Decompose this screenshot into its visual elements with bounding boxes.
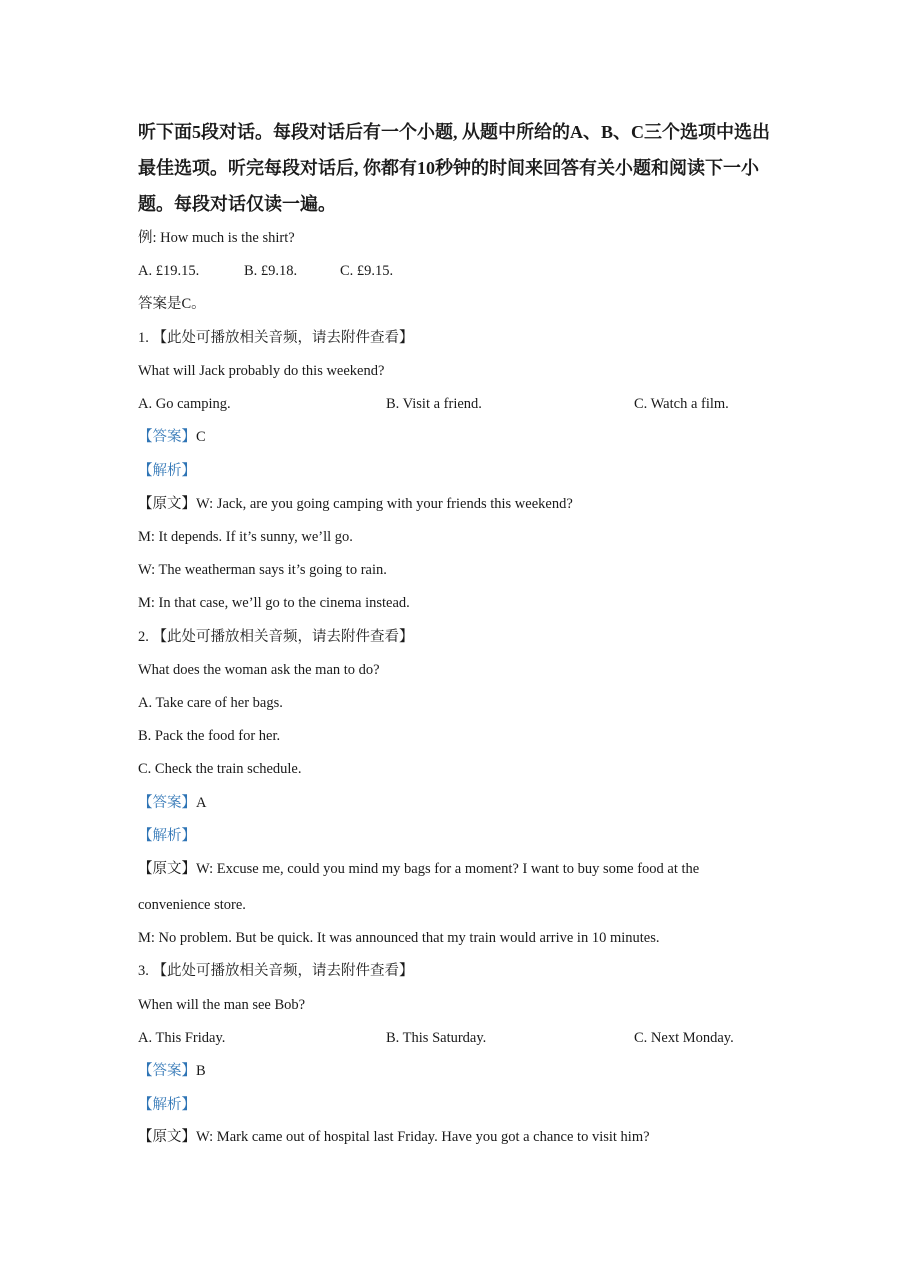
q3-option-a: A. This Friday. xyxy=(138,1030,226,1046)
q1-option-b: B. Visit a friend. xyxy=(386,396,482,412)
answer-label: 【答案】 xyxy=(138,429,196,445)
q2-answer xyxy=(138,793,206,813)
q2-option-b: B. Pack the food for her. xyxy=(138,728,281,744)
q1-option-c: C. Watch a film. xyxy=(634,396,729,412)
q3-option-c: C. Next Monday. xyxy=(634,1030,734,1046)
q1-option-a: A. Go camping. xyxy=(138,396,231,412)
q3-option-b: B. This Saturday. xyxy=(386,1030,487,1046)
q1-transcript-line xyxy=(138,494,573,514)
original-label: 【原文】 xyxy=(138,861,196,877)
q1-heading: 1. 【此处可播放相关音频，请去附件查看】 xyxy=(138,330,414,346)
q1-transcript-line: M: It depends. If it’s sunny, we’ll go. xyxy=(138,529,353,545)
q1-transcript-line: W: The weatherman says it’s going to rain. xyxy=(138,562,387,578)
q2-option-a: A. Take care of her bags. xyxy=(138,695,283,711)
example-answer: 答案是C。 xyxy=(138,296,206,312)
q2-analysis-label: 【解析】 xyxy=(138,828,196,844)
q1-question: What will Jack probably do this weekend? xyxy=(138,363,385,379)
q1-analysis-label: 【解析】 xyxy=(138,463,196,479)
q2-question: What does the woman ask the man to do? xyxy=(138,662,380,678)
q2-answer-value: A xyxy=(196,795,207,811)
q1-answer xyxy=(138,427,206,447)
q3-answer-value: B xyxy=(196,1063,206,1079)
example-option-c: C. £9.15. xyxy=(340,263,394,279)
example-option-b: B. £9.18. xyxy=(244,263,298,279)
q2-option-c: C. Check the train schedule. xyxy=(138,761,302,777)
answer-label: 【答案】 xyxy=(138,795,196,811)
q1-transcript-text: W: Jack, are you going camping with your friends this weekend? xyxy=(196,496,573,512)
q2-transcript-line xyxy=(138,859,699,879)
q2-heading: 2. 【此处可播放相关音频，请去附件查看】 xyxy=(138,629,414,645)
answer-label: 【答案】 xyxy=(138,1063,196,1079)
original-label: 【原文】 xyxy=(138,1129,196,1145)
q3-transcript-text: W: Mark came out of hospital last Friday. Have you got a chance to visit him? xyxy=(196,1129,650,1145)
section-instruction: 听下面5段对话。每段对话后有一个小题, 从题中所给的A、B、C三个选项中选出最佳选项。听完每段对话后, 你都有10秒钟的时间来回答有关小题和阅读下一小题。每段对话仅读一遍。 xyxy=(138,122,771,214)
example-question: 例: How much is the shirt? xyxy=(138,230,295,246)
q3-analysis-label: 【解析】 xyxy=(138,1097,196,1113)
q2-transcript-line: M: No problem. But be quick. It was announced that my train would arrive in 10 minutes. xyxy=(138,930,660,946)
q1-transcript-line: M: In that case, we’ll go to the cinema instead. xyxy=(138,595,410,611)
example-option-a: A. £19.15. xyxy=(138,263,200,279)
q3-answer xyxy=(138,1061,206,1081)
original-label: 【原文】 xyxy=(138,496,196,512)
q3-heading: 3. 【此处可播放相关音频，请去附件查看】 xyxy=(138,963,414,979)
q1-answer-value: C xyxy=(196,429,206,445)
q2-transcript-text: W: Excuse me, could you mind my bags for a moment? I want to buy some food at the xyxy=(196,861,700,877)
q3-transcript-line xyxy=(138,1127,650,1147)
q2-transcript-line: convenience store. xyxy=(138,897,246,913)
q3-question: When will the man see Bob? xyxy=(138,997,306,1013)
